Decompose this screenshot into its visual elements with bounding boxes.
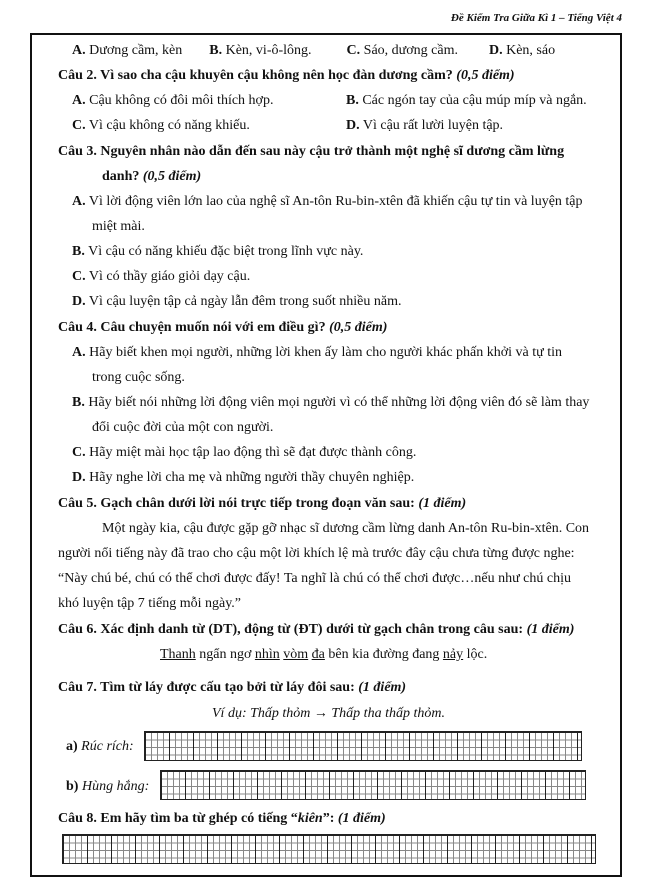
q3-option-b: B. Vì cậu có năng khiếu đặc biệt trong lĩnh vực này. [72,244,364,259]
q8-title: Câu 8. Em hãy tìm ba từ ghép có tiếng “kiên”: (1 điểm) [58,811,386,826]
q1-option-a: Dương cầm, kèn [89,43,183,58]
q5-paragraph-line-1: Một ngày kia, cậu được gặp gỡ nhạc sĩ dương cầm lừng danh An-tôn Ru-bin-xtên. Con [102,521,590,536]
left-border [30,33,32,875]
underlined-word: vòm [283,647,309,662]
answer-grid-b[interactable] [160,770,586,800]
q1-option-c: Sáo, dương cầm. [363,43,458,58]
answer-grid-q8[interactable] [62,834,596,864]
q5-title: Câu 5. Gạch chân dưới lời nói trực tiếp trong đoạn văn sau: (1 điểm) [58,496,467,511]
underlined-word: đa [311,647,325,662]
q3-title-cont: danh? (0,5 điểm) [102,169,202,184]
underlined-word: nhìn [254,647,280,662]
bottom-border [30,875,622,877]
q5-paragraph-line-4: khó luyện tập 7 tiếng mỗi ngày.” [58,596,241,611]
q1-option-d: Kèn, sáo [506,43,556,58]
q3-title: Câu 3. Nguyên nhân nào dẫn đến sau này cậu trở thành một nghệ sĩ dương cầm lừng [58,144,565,159]
q2-option-d: D. Vì cậu rất lười luyện tập. [346,118,504,133]
header-rule [30,33,620,35]
q4-option-c: C. Hãy miệt mài học tập lao động thì sẽ đạt được thành công. [72,445,417,460]
q4-option-b-cont: đổi cuộc đời của một con người. [92,420,274,435]
q1-option-b: Kèn, vi-ô-lông. [225,43,312,58]
q4-option-b: B. Hãy biết nói những lời động viên mọi người vì có thể những lời động viên đó sẽ làm thay [72,395,590,410]
underlined-word: Thanh [160,647,196,662]
q6-sentence: Thanh ngẩn ngơ nhìn vòm đa bên kia đường đang nảy lộc. [160,647,488,662]
right-border [620,33,622,875]
q7-title: Câu 7. Tìm từ láy được cấu tạo bởi từ láy đôi sau: (1 điểm) [58,680,407,695]
q2-title: Câu 2. Vì sao cha cậu khuyên cậu không nên học đàn dương cầm? (0,5 điểm) [58,68,515,83]
q2-option-a: A. Cậu không có đôi môi thích hợp. [72,93,274,108]
answer-grid-a[interactable] [144,731,582,761]
q4-option-d: D. Hãy nghe lời cha mẹ và những người thầy chuyên nghiệp. [72,470,415,485]
q2-option-b: B. Các ngón tay của cậu múp míp và ngắn. [346,93,587,108]
q3-option-a: A. Vì lời động viên lớn lao của nghệ sĩ An-tôn Ru-bin-xtên đã khiến cậu tự tin và luyện tập [72,194,583,209]
q3-option-a-cont: miệt mài. [92,219,145,234]
q1-options: A. Dương cầm, kèn B. Kèn, vi-ô-lông. C. Sáo, dương cầm. D. Kèn, sáo [72,43,556,58]
q4-option-a-cont: trong cuộc sống. [92,370,185,385]
page-header: Đề Kiểm Tra Giữa Kì 1 – Tiếng Việt 4 [450,12,622,24]
q4-title: Câu 4. Câu chuyện muốn nói với em điều gì? (0,5 điểm) [58,320,388,335]
q7-a-label: a) Rúc rích: [66,739,134,754]
q5-paragraph-line-2: người nổi tiếng này đã trao cho cậu một lời khích lệ mà trước đây cậu chưa từng được nghe: [58,546,575,561]
q3-option-c: C. Vì có thầy giáo giỏi dạy cậu. [72,269,251,284]
q7-example: Ví dụ: Thấp thỏm → Thấp tha thấp thỏm. [212,706,445,721]
q2-option-c: C. Vì cậu không có năng khiếu. [72,118,250,133]
q5-paragraph-line-3: “Này chú bé, chú có thể chơi được đấy! Ta nghĩ là chú có thể chơi được…nếu như chú chịu [58,571,571,586]
q6-title: Câu 6. Xác định danh từ (DT), động từ (ĐT) dưới từ gạch chân trong câu sau: (1 điểm) [58,622,575,637]
underlined-word: nảy [442,647,464,662]
q4-option-a: A. Hãy biết khen mọi người, những lời khen ấy làm cho người khác phấn khởi và tự tin [72,345,563,360]
q7-b-label: b) Hùng hắng: [66,779,150,794]
q3-option-d: D. Vì cậu luyện tập cả ngày lẫn đêm trong suốt nhiều năm. [72,294,402,309]
